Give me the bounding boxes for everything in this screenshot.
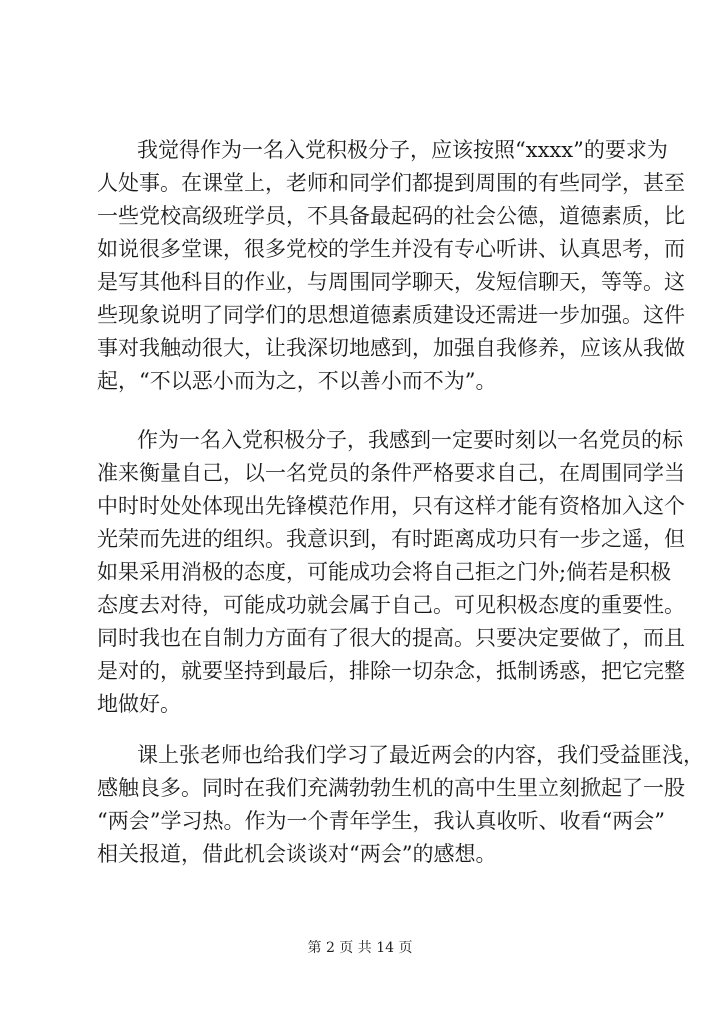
page-number-footer: 第 2 页 共 14 页 <box>307 940 413 956</box>
text-line: 些现象说明了同学们的思想道德素质建设还需进一步加强。这件 <box>97 303 685 327</box>
text-line: 态度去对待，可能成功就会属于自己。可见积极态度的重要性。 <box>97 593 685 617</box>
text-line: 同时我也在自制力方面有了很大的提高。只要决定要做了，而且 <box>97 626 685 650</box>
text-line: 课上张老师也给我们学习了最近两会的内容，我们受益匪浅， <box>137 743 704 767</box>
text-line: 如果采用消极的态度，可能成功会将自己拒之门外;倘若是积极 <box>97 560 672 584</box>
text-line: 如说很多堂课，很多党校的学生并没有专心听讲、认真思考，而 <box>97 237 685 261</box>
text-line: 光荣而先进的组织。我意识到，有时距离成功只有一步之遥，但 <box>97 527 685 551</box>
text-line: 一些党校高级班学员，不具备最起码的社会公德，道德素质，比 <box>97 204 685 228</box>
text-line: “两会”学习热。作为一个青年学生，我认真收听、收看“两会” <box>97 809 665 833</box>
text-line: 相关报道，借此机会谈谈对“两会”的感想。 <box>97 842 497 866</box>
text-line: 作为一名入党积极分子，我感到一定要时刻以一名党员的标 <box>137 428 683 452</box>
text-line: 准来衡量自己，以一名党员的条件严格要求自己，在周围同学当 <box>97 461 685 485</box>
text-line: 感触良多。同时在我们充满勃勃生机的高中生里立刻掀起了一股 <box>97 776 685 800</box>
text-line: 人处事。在课堂上，老师和同学们都提到周围的有些同学，甚至 <box>97 171 685 195</box>
text-line: 是对的，就要坚持到最后，排除一切杂念，抵制诱惑，把它完整 <box>97 659 685 683</box>
text-line: 是写其他科目的作业，与周围同学聊天，发短信聊天，等等。这 <box>97 270 685 294</box>
text-line: 起，“不以恶小而为之，不以善小而不为”。 <box>97 369 497 393</box>
text-line: 中时时处处体现出先锋模范作用，只有这样才能有资格加入这个 <box>97 494 685 518</box>
text-line: 事对我触动很大，让我深切地感到，加强自我修养，应该从我做 <box>97 336 685 360</box>
text-line: 地做好。 <box>97 692 181 716</box>
text-line: 我觉得作为一名入党积极分子，应该按照“xxxx”的要求为 <box>137 138 668 162</box>
